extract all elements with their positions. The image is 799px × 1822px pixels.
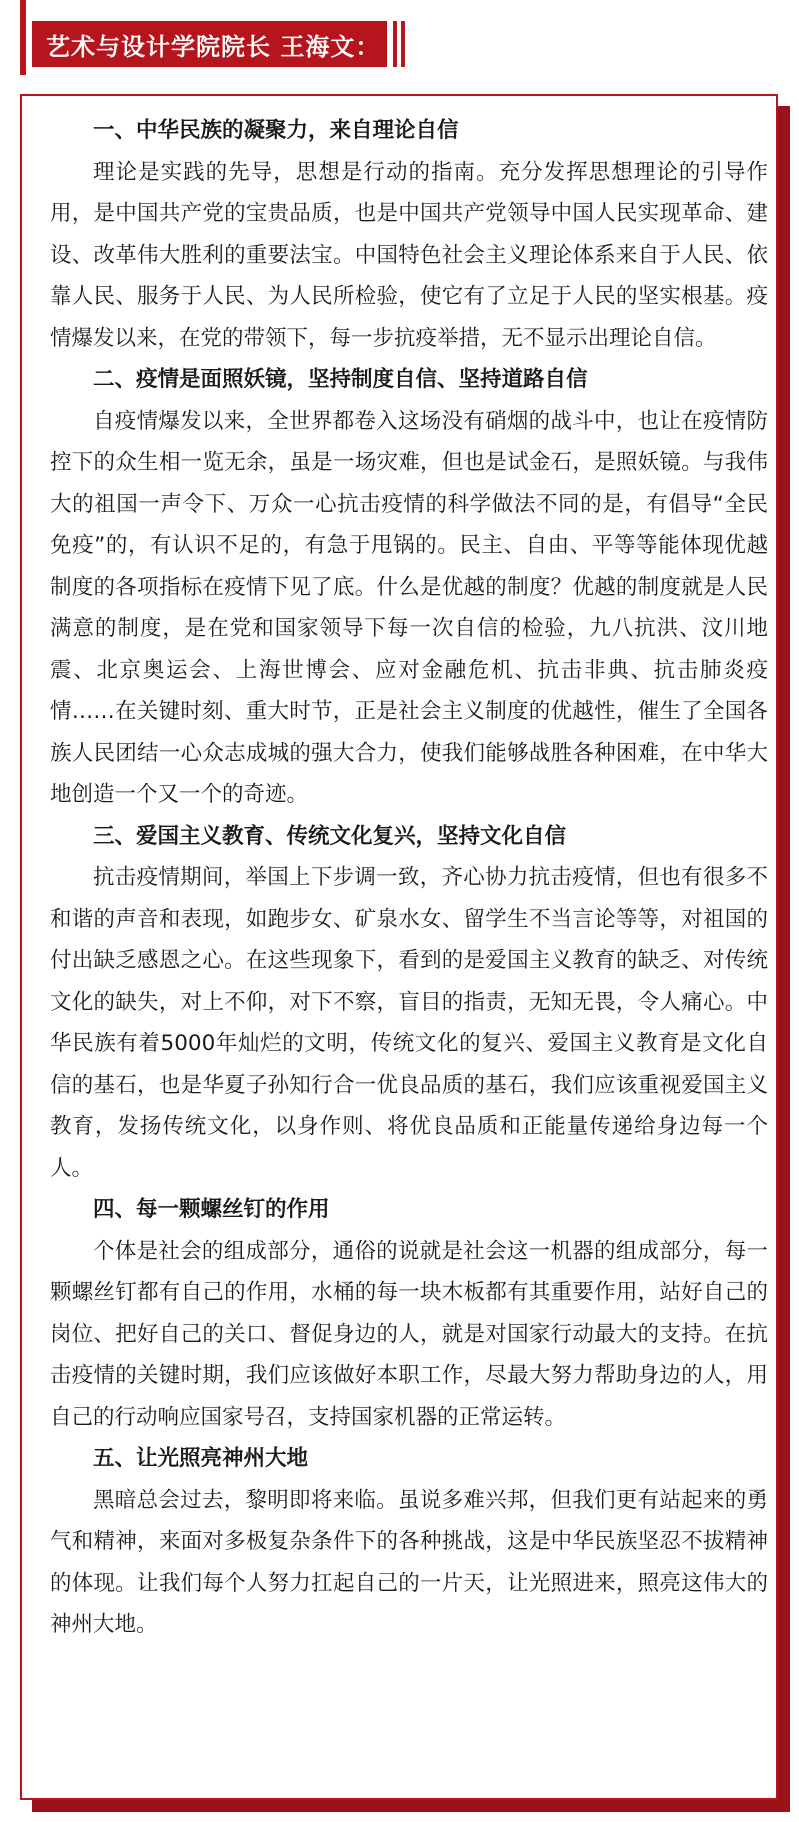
section-heading: 三、爱国主义教育、传统文化复兴，坚持文化自信 xyxy=(93,823,567,849)
section-heading: 二、疫情是面照妖镜，坚持制度自信、坚持道路自信 xyxy=(93,367,588,392)
section-paragraph: 理论是实践的先导，思想是行动的指南。充分发挥思想理论的引导作用，是中国共产党的宝贵品质，也是中国共产党领导中国人民实现革命、建设、改革伟大胜利的重要法宝。中国特色社会主义理论体系来自于人民、依靠人民、服务于人民、为人民所检验，使它有了立足于人民的坚实根基。疫情爆发以来，在党的带领下，每一步抗疫举措，无不显示出理论自信。 xyxy=(50,159,768,351)
page-title: 艺术与设计学院院长 王海文： xyxy=(32,21,387,67)
section-paragraph: 个体是社会的组成部分，通俗的说就是社会这一机器的组成部分，每一颗螺丝钉都有自己的作用，水桶的每一块木板都有其重要作用，站好自己的岗位、把好自己的关口、督促身边的人，就是对国家行动最大的支持。在抗击疫情的关键时期，我们应该做好本职工作，尽最大努力帮助身边的人，用自己的行动响应国家号召，支持国家机器的正常运转。 xyxy=(50,1238,768,1430)
title-decor-bar xyxy=(401,21,405,67)
section-paragraph: 黑暗总会过去，黎明即将来临。虽说多难兴邦，但我们更有站起来的勇气和精神，来面对多极复杂条件下的各种挑战，这是中华民族坚忍不拔精神的体现。让我们每个人努力扛起自己的一片天，让光照进来，照亮这伟大的神州大地。 xyxy=(50,1487,768,1637)
section-heading: 五、让光照亮神州大地 xyxy=(93,1446,309,1471)
title-accent-line xyxy=(20,0,26,75)
section-heading: 四、每一颗螺丝钉的作用 xyxy=(93,1197,330,1222)
section-paragraph: 自疫情爆发以来，全世界都卷入这场没有硝烟的战斗中，也让在疫情防控下的众生相一览无余，虽是一场灾难，但也是试金石，是照妖镜。与我伟大的祖国一声令下、万众一心抗击疫情的科学做法不同的是，有倡导“全民免疫”的，有认识不足的，有急于甩锅的。民主、自由、平等等能体现优越制度的各项指标在疫情下见了底。什么是优越的制度？优越的制度就是人民满意的制度，是在党和国家领导下每一次自信的检验，九八抗洪、汶川地震、北京奥运会、上海世博会、应对金融危机、抗击非典、抗击肺炎疫情……在关键时刻、重大时节，正是社会主义制度的优越性，催生了全国各族人民团结一心众志成城的强大合力，使我们能够战胜各种困难，在中华大地创造一个又一个的奇迹。 xyxy=(50,408,768,807)
section-heading: 一、中华民族的凝聚力，来自理论自信 xyxy=(93,118,459,143)
section-paragraph: 抗击疫情期间，举国上下步调一致，齐心协力抗击疫情，但也有很多不和谐的声音和表现，如跑步女、矿泉水女、留学生不当言论等等，对祖国的付出缺乏感恩之心。在这些现象下，看到的是爱国主义教育的缺乏、对传统文化的缺失，对上不仰，对下不察，盲目的指责，无知无畏，令人痛心。中华民族有着5000年灿烂的文明，传统文化的复兴、爱国主义教育是文化自信的基石，也是华夏子孙知行合一优良品质的基石，我们应该重视爱国主义教育，发扬传统文化，以身作则、将优良品质和正能量传递给身边每一个人。 xyxy=(50,865,768,1181)
title-decor-bar xyxy=(393,21,397,67)
article-body xyxy=(50,110,768,1646)
